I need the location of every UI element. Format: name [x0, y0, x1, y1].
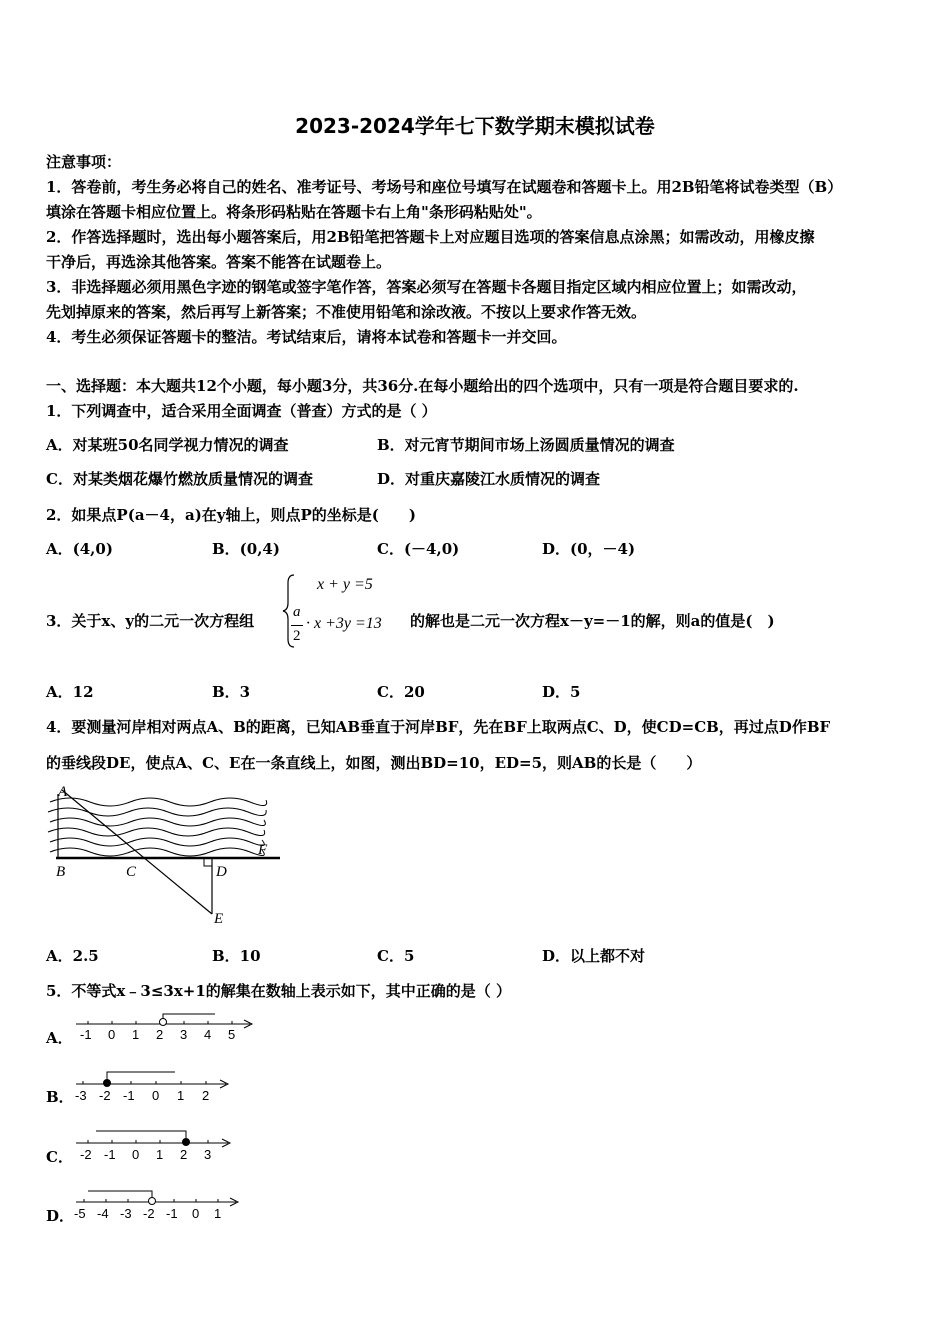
question-5-option-d[interactable]: D． — [46, 1207, 75, 1225]
question-1-option-a[interactable]: A．对某班50名同学视力情况的调查 — [46, 436, 289, 454]
notice-heading: 注意事项： — [46, 153, 122, 171]
tick-label: 3 — [204, 1147, 212, 1162]
page-title: 2023-2024学年七下数学期末模拟试卷 — [295, 114, 655, 138]
question-4-option-c[interactable]: C．5 — [377, 947, 415, 965]
tick-label: 1 — [132, 1027, 140, 1042]
question-4-stem-line2: 的垂线段DE，使点A、C、E在一条直线上，如图，测出BD=10，ED=5，则AB的长是（ ） — [46, 754, 702, 772]
tick-label: 0 — [108, 1027, 116, 1042]
number-line-b — [70, 1068, 240, 1104]
figure-label-b: B — [56, 864, 66, 880]
notice-line: 填涂在答题卡相应位置上。将条形码粘贴在答题卡右上角"条形码粘贴处"。 — [46, 203, 542, 221]
question-2-option-a[interactable]: A．(4,0) — [46, 540, 113, 558]
tick-label: -3 — [120, 1206, 132, 1221]
equation-2: · x +3y =13 — [306, 615, 382, 632]
question-4-option-d[interactable]: D．以上都不对 — [542, 947, 646, 965]
notice-line: 1．答卷前，考生务必将自己的姓名、准考证号、考场号和座位号填写在试题卷和答题卡上。用2B铅笔将试卷类型（B） — [46, 178, 843, 196]
notice-line: 2．作答选择题时，选出每小题答案后，用2B铅笔把答题卡上对应题目选项的答案信息点涂黑；如需改动，用橡皮擦 — [46, 228, 815, 246]
question-1-option-b[interactable]: B．对元宵节期间市场上汤圆质量情况的调查 — [377, 436, 675, 454]
figure-label-f: F — [258, 842, 268, 858]
fraction-bar — [291, 625, 303, 626]
river-figure — [44, 782, 284, 930]
question-3-option-b[interactable]: B．3 — [212, 683, 251, 701]
notice-line: 4．考生必须保证答题卡的整洁。考试结束后，请将本试卷和答题卡一并交回。 — [46, 328, 567, 346]
question-1-option-d[interactable]: D．对重庆嘉陵江水质情况的调查 — [377, 470, 601, 488]
section-heading: 一、选择题：本大题共12个小题，每小题3分，共36分.在每小题给出的四个选项中，只有一项是符合题目要求的. — [46, 377, 799, 395]
number-line-d — [70, 1186, 250, 1222]
notice-line: 3．非选择题必须用黑色字迹的钢笔或签字笔作答，答案必须写在答题卡各题目指定区域内相应位置上；如需改动， — [46, 278, 807, 296]
tick-label: 4 — [204, 1027, 212, 1042]
tick-label: 5 — [228, 1027, 236, 1042]
figure-label-a: A — [58, 784, 68, 800]
fraction-denominator: 2 — [293, 628, 301, 644]
question-5-stem: 5．不等式x﹣3≤3x+1的解集在数轴上表示如下，其中正确的是（ ） — [46, 982, 511, 1000]
tick-label: 1 — [156, 1147, 164, 1162]
question-2-option-c[interactable]: C．(－4,0) — [377, 540, 460, 558]
tick-label: -4 — [97, 1206, 109, 1221]
tick-label: -1 — [104, 1147, 116, 1162]
question-3-option-a[interactable]: A．12 — [46, 683, 94, 701]
equation-1: x + y =5 — [317, 576, 373, 593]
question-2-option-b[interactable]: B．(0,4) — [212, 540, 280, 558]
tick-label: 2 — [156, 1027, 164, 1042]
tick-label: 0 — [192, 1206, 200, 1221]
tick-label: 1 — [177, 1088, 185, 1103]
tick-label: -5 — [74, 1206, 86, 1221]
question-2-stem: 2．如果点P(a－4，a)在y轴上，则点P的坐标是( ) — [46, 506, 416, 524]
question-3-stem-pre: 3．关于x、y的二元一次方程组 — [46, 612, 255, 630]
question-4-stem-line1: 4．要测量河岸相对两点A、B的距离，已知AB垂直于河岸BF，先在BF上取两点C、D，使CD=CB，再过点D作BF — [46, 718, 831, 736]
notice-line: 先划掉原来的答案，然后再写上新答案；不准使用铅笔和涂改液。不按以上要求作答无效。 — [46, 303, 647, 321]
tick-label: 3 — [180, 1027, 188, 1042]
figure-label-d: D — [216, 864, 227, 880]
tick-label: 2 — [180, 1147, 188, 1162]
question-1-stem: 1．下列调查中，适合采用全面调查（普查）方式的是（ ） — [46, 402, 437, 420]
notice-line: 干净后，再选涂其他答案。答案不能答在试题卷上。 — [46, 253, 392, 271]
tick-label: 0 — [132, 1147, 140, 1162]
tick-label: -2 — [143, 1206, 155, 1221]
tick-label: -1 — [123, 1088, 135, 1103]
number-line-c — [70, 1127, 240, 1163]
tick-label: 2 — [202, 1088, 210, 1103]
number-line-a — [70, 1010, 260, 1046]
tick-label: -3 — [75, 1088, 87, 1103]
question-5-option-b[interactable]: B． — [46, 1088, 74, 1106]
figure-label-e: E — [214, 911, 224, 927]
question-5-option-c[interactable]: C． — [46, 1148, 73, 1166]
question-4-option-a[interactable]: A．2.5 — [46, 947, 99, 965]
tick-label: -2 — [80, 1147, 92, 1162]
tick-label: 1 — [214, 1206, 222, 1221]
tick-label: -2 — [99, 1088, 111, 1103]
question-4-option-b[interactable]: B．10 — [212, 947, 261, 965]
fraction-numerator: a — [293, 604, 301, 620]
question-2-option-d[interactable]: D．(0，－4) — [542, 540, 636, 558]
question-3-option-d[interactable]: D．5 — [542, 683, 581, 701]
tick-label: -1 — [80, 1027, 92, 1042]
question-5-option-a[interactable]: A． — [46, 1029, 73, 1047]
figure-label-c: C — [126, 864, 137, 880]
tick-label: 0 — [152, 1088, 160, 1103]
tick-label: -1 — [166, 1206, 178, 1221]
question-1-option-c[interactable]: C．对某类烟花爆竹燃放质量情况的调查 — [46, 470, 313, 488]
question-3-stem-post: 的解也是二元一次方程x－y=－1的解，则a的值是( ) — [410, 612, 775, 630]
question-3-option-c[interactable]: C．20 — [377, 683, 425, 701]
